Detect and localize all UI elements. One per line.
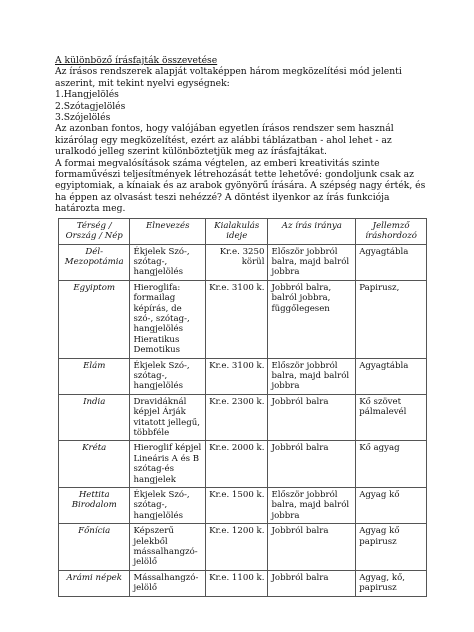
table-row: [59, 524, 427, 571]
cell-date: Kr.e. 3100 k.: [206, 358, 268, 394]
header-medium: Jellemző íráshordozó: [356, 218, 427, 244]
cell-medium: Agyagtábla: [356, 358, 427, 394]
cell-date: Kr.e. 3250 körül: [206, 244, 268, 280]
list-item: 2.Szótagjelölés: [55, 100, 126, 112]
cell-direction: Jobbról balra: [268, 524, 356, 571]
table-header-row: [59, 218, 427, 244]
cell-date: Kr.e. 1200 k.: [206, 524, 268, 571]
cell-medium: Papirusz,: [356, 280, 427, 358]
table-row: [59, 280, 427, 358]
cell-region: Főnícia: [59, 524, 130, 571]
cell-region: Dél-Mezopotámia: [59, 244, 130, 280]
intro-paragraph: Az írásos rendszerek alapját voltaképpen három megközelítési mód jelenti aszerint, mit tekint nyelvi egységnek:: [55, 66, 402, 89]
list-item: 3.Szójelölés: [55, 112, 111, 124]
document-title: A különböző írásfajták összevetése: [55, 55, 218, 66]
cell-region: Egyiptom: [59, 280, 130, 358]
document-page: [55, 55, 427, 597]
cell-name: Ékjelek Szó-, szótag-, hangjelölés: [130, 488, 206, 524]
cell-region: Kréta: [59, 441, 130, 488]
cell-date: Kr.e. 1100 k.: [206, 570, 268, 596]
cell-name: Hieroglif képjel Lineáris A és B szótag-és hangjelek: [130, 441, 206, 488]
table-row: [59, 488, 427, 524]
table-row: [59, 570, 427, 596]
table-row: [59, 394, 427, 441]
cell-name: Ékjelek Szó-, szótag-, hangjelölés: [130, 244, 206, 280]
cell-direction: Először jobbról balra, majd balról jobbra: [268, 358, 356, 394]
cell-direction: Először jobbról balra, majd balról jobbra: [268, 244, 356, 280]
cell-medium: Agyag, kő, papirusz: [356, 570, 427, 596]
header-direction: Az írás iránya: [268, 218, 356, 244]
cell-name: Képszerű jelekből mássalhangzó-jelölő: [130, 524, 206, 571]
header-name: Elnevezés: [130, 218, 206, 244]
cell-name: Ékjelek Szó-, szótag-, hangjelölés: [130, 358, 206, 394]
cell-date: Kr.e. 1500 k.: [206, 488, 268, 524]
writing-systems-table: [58, 218, 427, 597]
cell-region: Hettita Birodalom: [59, 488, 130, 524]
cell-name: Hieroglifa: formailag képírás, de szó-, szótag-, hangjelölés Hieratikus Demotikus: [130, 280, 206, 358]
cell-date: Kr.e. 2300 k.: [206, 394, 268, 441]
cell-direction: Jobbról balra: [268, 441, 356, 488]
cell-medium: Agyag kő: [356, 488, 427, 524]
header-date: Kialakulás ideje: [206, 218, 268, 244]
cell-region: Elám: [59, 358, 130, 394]
table-row: [59, 244, 427, 280]
cell-name: Dravidáknál képjel Árják vitatott jellegű, többféle: [130, 394, 206, 441]
table-row: [59, 441, 427, 488]
list-item: 1.Hangjelölés: [55, 89, 119, 101]
cell-date: Kr.e. 2000 k.: [206, 441, 268, 488]
paragraph-forms: A formai megvalósítások száma végtelen, az emberi kreativitás szinte formaművészi teljesítmények létrehozását tette lehetővé: gondoljunk csak az egyiptomiak, a kínaiak és az arabok gyönyörű írására. A szépség nagy érték, és ha éppen az olvasást teszi nehézzé? A döntést ilyenkor az írás funkciója határozta meg.: [55, 157, 426, 215]
cell-medium: Agyag kő papirusz: [356, 524, 427, 571]
cell-region: India: [59, 394, 130, 441]
cell-medium: Kő agyag: [356, 441, 427, 488]
cell-name: Mássalhangzó-jelölő: [130, 570, 206, 596]
cell-direction: Először jobbról balra, majd balról jobbra: [268, 488, 356, 524]
table-row: [59, 358, 427, 394]
cell-direction: Jobbról balra: [268, 394, 356, 441]
cell-direction: Jobbról balra: [268, 570, 356, 596]
cell-region: Arámi népek: [59, 570, 130, 596]
header-region: Térség / Ország / Nép: [59, 218, 130, 244]
cell-medium: Agyagtábla: [356, 244, 427, 280]
cell-direction: Jobbról balra, balról jobbra, függőlegesen: [268, 280, 356, 358]
cell-date: Kr.e. 3100 k.: [206, 280, 268, 358]
paragraph-approach: Az azonban fontos, hogy valójában egyetlen írásos rendszer sem használ kizárólag egy megközelítést, ezért az alábbi táblázatban - ahol lehet - az uralkodó jelleg szerint különböztetjük meg az írásfajtákat.: [55, 123, 394, 158]
cell-medium: Kő szövet pálmalevél: [356, 394, 427, 441]
